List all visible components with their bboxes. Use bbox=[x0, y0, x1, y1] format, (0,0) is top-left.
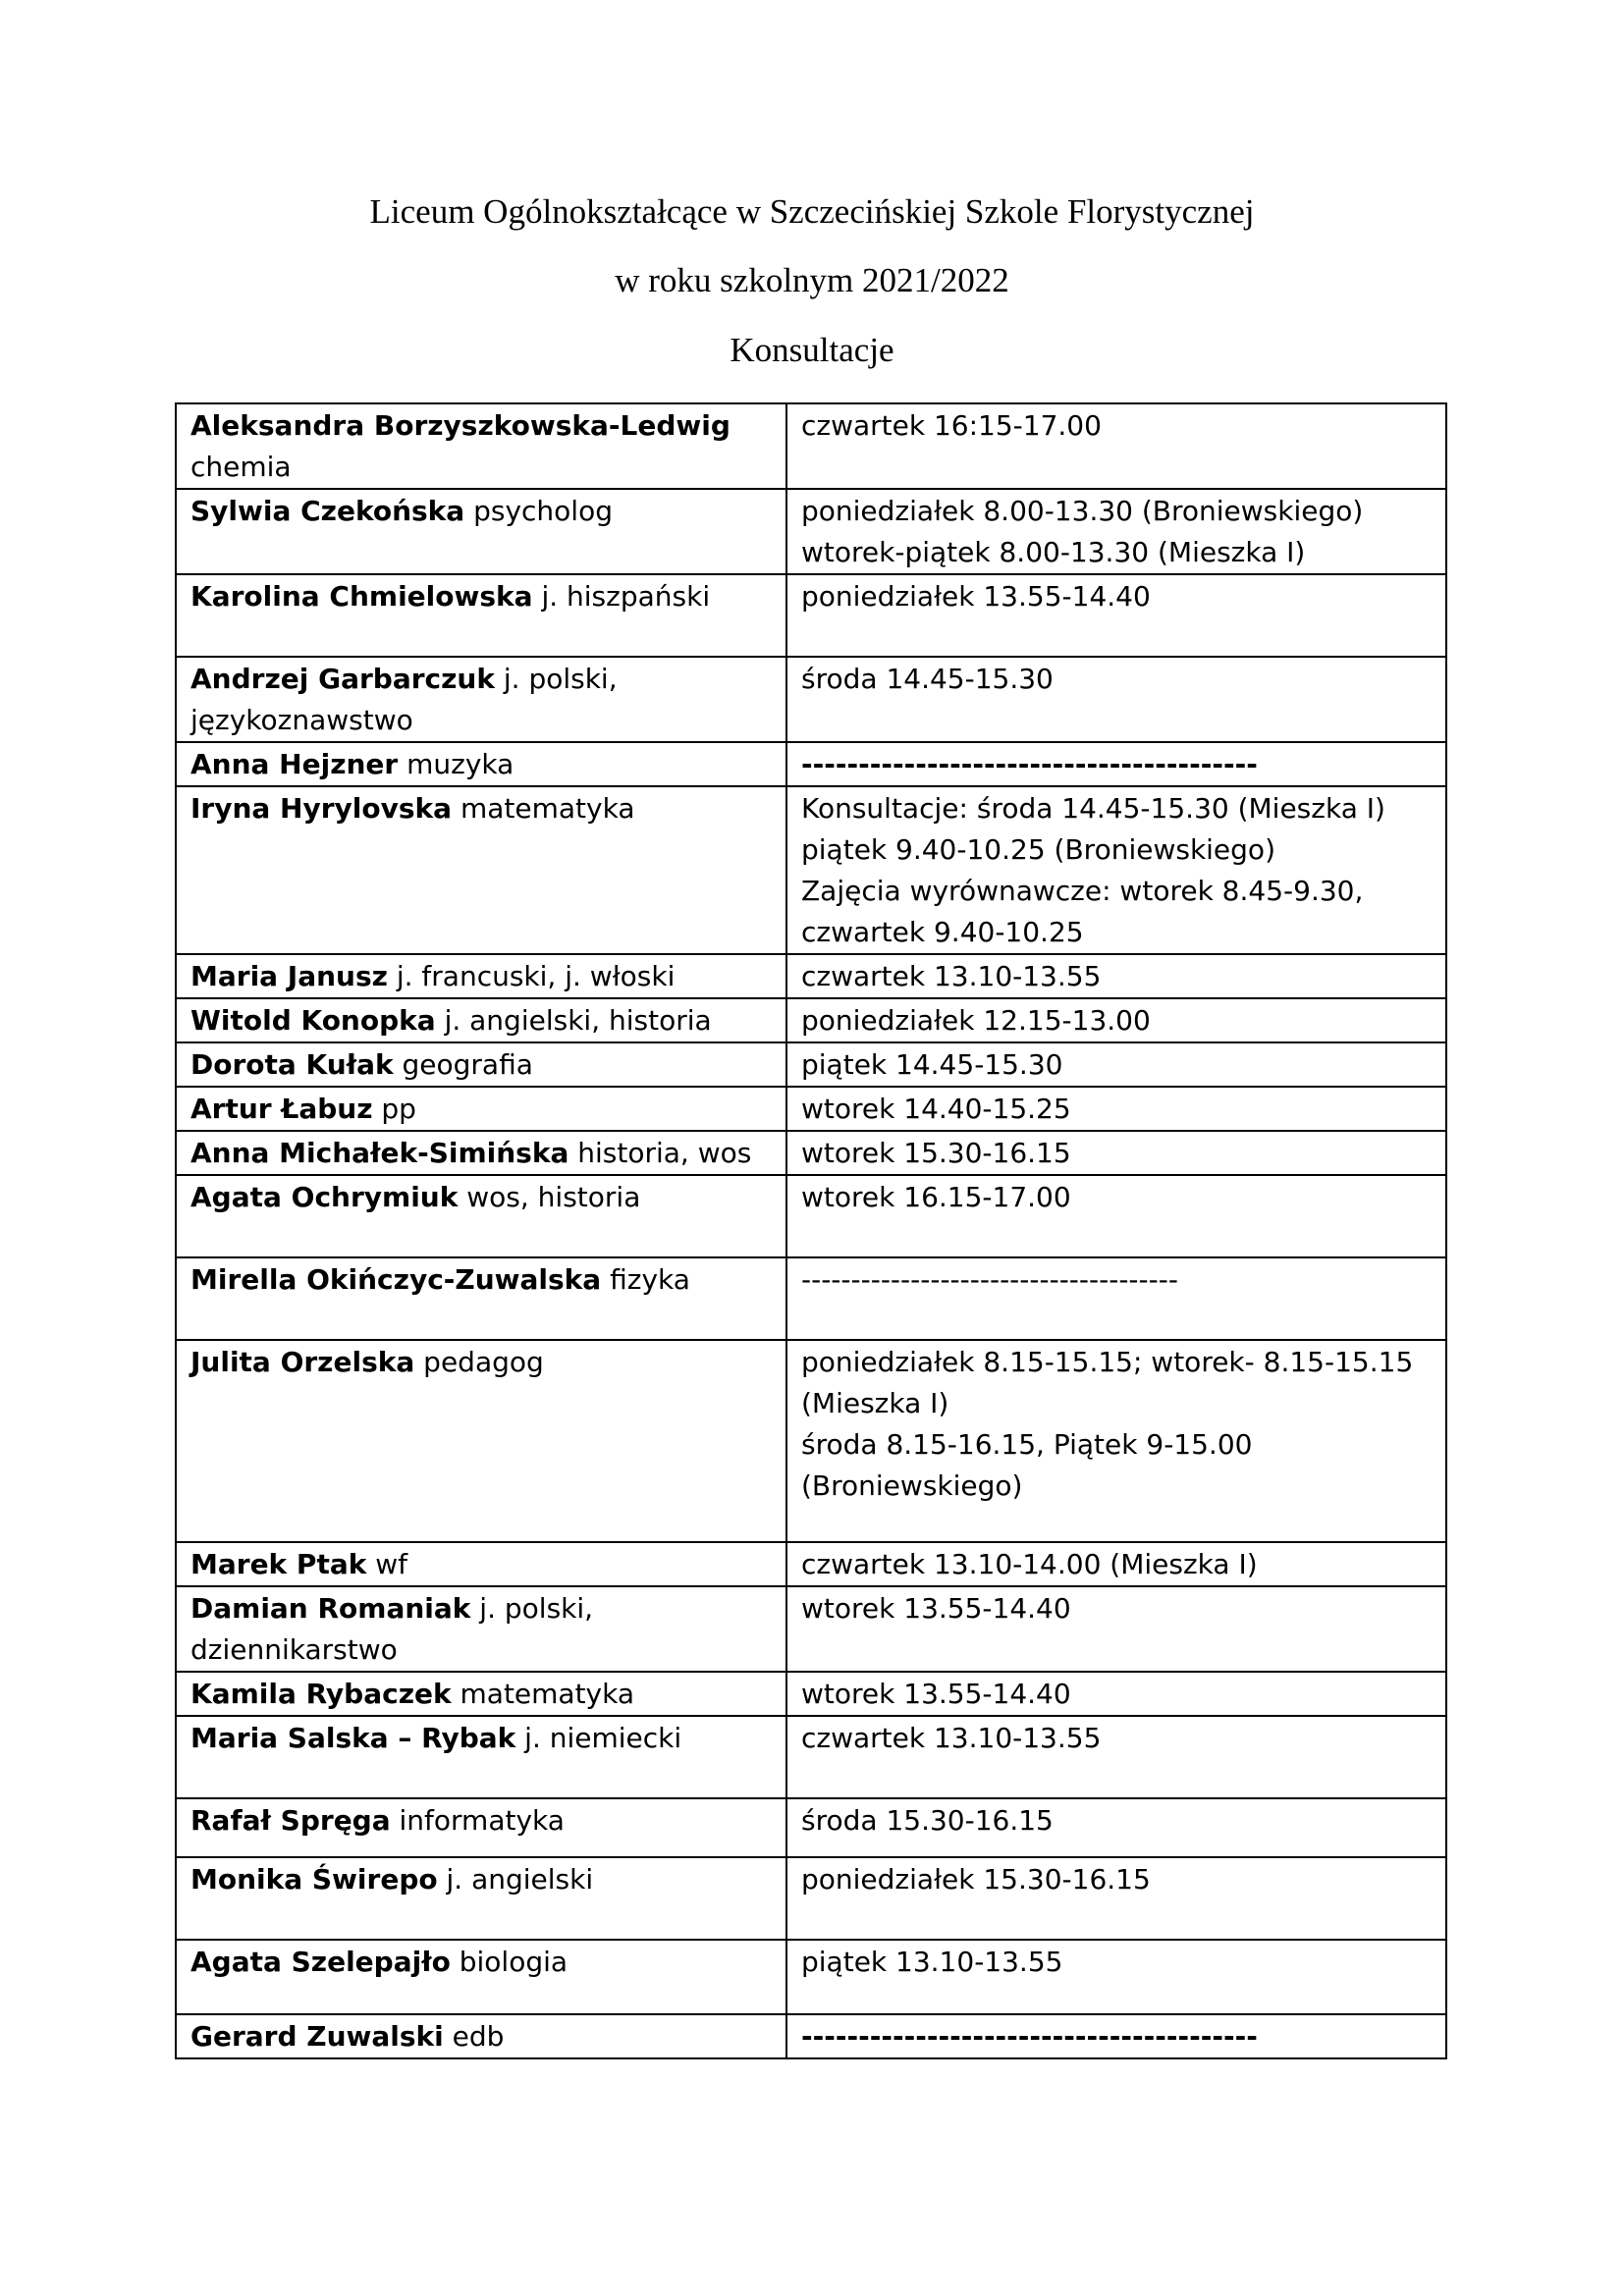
table-row bbox=[176, 998, 1446, 1042]
teacher-name: Agata Ochrymiuk bbox=[190, 1181, 459, 1213]
teacher-cell bbox=[176, 1042, 786, 1087]
teacher-subject: wos, historia bbox=[458, 1181, 641, 1213]
table-row bbox=[176, 954, 1446, 998]
teacher-cell bbox=[176, 1175, 786, 1257]
table-row bbox=[176, 1087, 1446, 1131]
table-row bbox=[176, 2014, 1446, 2058]
teacher-name: Sylwia Czekońska bbox=[190, 495, 465, 527]
teacher-name: Julita Orzelska bbox=[190, 1346, 415, 1378]
teacher-name: Monika Świrepo bbox=[190, 1863, 438, 1896]
table-row bbox=[176, 403, 1446, 489]
consultation-hours: poniedziałek 15.30-16.15 bbox=[786, 1857, 1446, 1940]
teacher-subject: j. polski, językoznawstwo bbox=[190, 663, 618, 736]
teacher-subject: j. hiszpański bbox=[532, 580, 711, 613]
teacher-subject: edb bbox=[443, 2020, 505, 2053]
teacher-subject: pedagog bbox=[414, 1346, 544, 1378]
teacher-name: Anna Michałek-Simińska bbox=[190, 1137, 569, 1169]
teacher-cell bbox=[176, 1087, 786, 1131]
consultation-hours: piątek 14.45-15.30 bbox=[786, 1042, 1446, 1087]
table-row bbox=[176, 1340, 1446, 1542]
teacher-subject: j. angielski, historia bbox=[435, 1004, 712, 1037]
teacher-cell bbox=[176, 489, 786, 574]
table-row bbox=[176, 1257, 1446, 1340]
table-row bbox=[176, 1042, 1446, 1087]
consultation-hours: czwartek 13.10-14.00 (Mieszka I) bbox=[786, 1542, 1446, 1586]
teacher-name: Witold Konopka bbox=[190, 1004, 436, 1037]
consultation-hours: poniedziałek 12.15-13.00 bbox=[786, 998, 1446, 1042]
teacher-cell bbox=[176, 657, 786, 742]
teacher-cell bbox=[176, 1257, 786, 1340]
table-row bbox=[176, 1586, 1446, 1672]
consultation-hours: Konsultacje: środa 14.45-15.30 (Mieszka I) piątek 9.40-10.25 (Broniewskiego) Zajęcia wyrównawcze: wtorek 8.45-9.30, czwartek 9.40-10.25 bbox=[786, 786, 1446, 954]
teacher-name: Marek Ptak bbox=[190, 1548, 367, 1580]
teacher-cell bbox=[176, 786, 786, 954]
table-row bbox=[176, 1131, 1446, 1175]
teacher-cell bbox=[176, 1672, 786, 1716]
table-row bbox=[176, 574, 1446, 657]
consultation-hours: wtorek 16.15-17.00 bbox=[786, 1175, 1446, 1257]
table-row bbox=[176, 1542, 1446, 1586]
teacher-subject: matematyka bbox=[451, 1678, 635, 1710]
consultation-hours: poniedziałek 13.55-14.40 bbox=[786, 574, 1446, 657]
teacher-cell bbox=[176, 574, 786, 657]
table-row bbox=[176, 1798, 1446, 1857]
teacher-subject: psycholog bbox=[464, 495, 613, 527]
consultations-table bbox=[175, 402, 1447, 2059]
section-title: Konsultacje bbox=[730, 331, 894, 369]
consultation-hours: ---------------------------------------- bbox=[786, 742, 1446, 786]
teacher-cell bbox=[176, 2014, 786, 2058]
table-row bbox=[176, 786, 1446, 954]
teacher-name: Dorota Kułak bbox=[190, 1048, 394, 1081]
teacher-name: Damian Romaniak bbox=[190, 1592, 471, 1625]
teacher-cell bbox=[176, 403, 786, 489]
consultation-hours: wtorek 15.30-16.15 bbox=[786, 1131, 1446, 1175]
teacher-subject: pp bbox=[372, 1093, 416, 1125]
teacher-name: Artur Łabuz bbox=[190, 1093, 373, 1125]
teacher-subject: informatyka bbox=[390, 1804, 565, 1837]
teacher-cell bbox=[176, 742, 786, 786]
teacher-cell bbox=[176, 1716, 786, 1798]
teacher-subject: j. angielski bbox=[437, 1863, 594, 1896]
table-row bbox=[176, 1716, 1446, 1798]
teacher-subject: wf bbox=[366, 1548, 408, 1580]
teacher-subject: muzyka bbox=[398, 748, 514, 780]
table-row bbox=[176, 1175, 1446, 1257]
teacher-subject: chemia bbox=[190, 451, 292, 483]
table-row bbox=[176, 1940, 1446, 2014]
teacher-cell bbox=[176, 954, 786, 998]
teacher-subject: matematyka bbox=[452, 792, 635, 825]
table-row bbox=[176, 1857, 1446, 1940]
teacher-name: Kamila Rybaczek bbox=[190, 1678, 452, 1710]
table-row bbox=[176, 489, 1446, 574]
teacher-name: Iryna Hyrylovska bbox=[190, 792, 453, 825]
consultation-hours: piątek 13.10-13.55 bbox=[786, 1940, 1446, 2014]
consultation-hours: czwartek 13.10-13.55 bbox=[786, 954, 1446, 998]
consultation-hours: czwartek 13.10-13.55 bbox=[786, 1716, 1446, 1798]
teacher-cell bbox=[176, 1586, 786, 1672]
teacher-name: Andrzej Garbarczuk bbox=[190, 663, 495, 695]
teacher-cell bbox=[176, 1940, 786, 2014]
teacher-name: Maria Salska – Rybak bbox=[190, 1722, 516, 1754]
consultation-hours: wtorek 14.40-15.25 bbox=[786, 1087, 1446, 1131]
consultation-hours: środa 15.30-16.15 bbox=[786, 1798, 1446, 1857]
consultation-hours: poniedziałek 8.00-13.30 (Broniewskiego) wtorek-piątek 8.00-13.30 (Mieszka I) bbox=[786, 489, 1446, 574]
teacher-cell bbox=[176, 1857, 786, 1940]
teacher-cell bbox=[176, 1542, 786, 1586]
teacher-subject: fizyka bbox=[601, 1263, 690, 1296]
school-year: w roku szkolnym 2021/2022 bbox=[615, 261, 1009, 299]
teacher-name: Gerard Zuwalski bbox=[190, 2020, 444, 2053]
teacher-cell bbox=[176, 1798, 786, 1857]
teacher-subject: geografia bbox=[393, 1048, 533, 1081]
document-title: Liceum Ogólnokształcące w Szczecińskiej Szkole Florystycznej bbox=[369, 192, 1255, 231]
teacher-cell bbox=[176, 1131, 786, 1175]
consultation-hours: poniedziałek 8.15-15.15; wtorek- 8.15-15.15 (Mieszka I) środa 8.15-16.15, Piątek 9-15.00 (Broniewskiego) bbox=[786, 1340, 1446, 1542]
table-row bbox=[176, 657, 1446, 742]
teacher-subject: historia, wos bbox=[568, 1137, 752, 1169]
teacher-name: Anna Hejzner bbox=[190, 748, 399, 780]
teacher-name: Aleksandra Borzyszkowska-Ledwig bbox=[190, 409, 731, 442]
consultation-hours: -------------------------------------- bbox=[786, 1257, 1446, 1340]
teacher-cell bbox=[176, 998, 786, 1042]
teacher-name: Rafał Spręga bbox=[190, 1804, 391, 1837]
teacher-subject: j. niemiecki bbox=[515, 1722, 682, 1754]
teacher-subject: j. francuski, j. włoski bbox=[387, 960, 676, 992]
consultation-hours: środa 14.45-15.30 bbox=[786, 657, 1446, 742]
teacher-subject: biologia bbox=[450, 1946, 568, 1978]
consultation-hours: czwartek 16:15-17.00 bbox=[786, 403, 1446, 489]
consultation-hours: ---------------------------------------- bbox=[786, 2014, 1446, 2058]
teacher-name: Maria Janusz bbox=[190, 960, 388, 992]
teacher-name: Karolina Chmielowska bbox=[190, 580, 533, 613]
teacher-cell bbox=[176, 1340, 786, 1542]
teacher-name: Agata Szelepajło bbox=[190, 1946, 451, 1978]
teacher-name: Mirella Okińczyc-Zuwalska bbox=[190, 1263, 602, 1296]
table-row bbox=[176, 1672, 1446, 1716]
table-row bbox=[176, 742, 1446, 786]
consultation-hours: wtorek 13.55-14.40 bbox=[786, 1672, 1446, 1716]
teacher-subject: j. polski, dziennikarstwo bbox=[190, 1592, 594, 1666]
consultation-hours: wtorek 13.55-14.40 bbox=[786, 1586, 1446, 1672]
